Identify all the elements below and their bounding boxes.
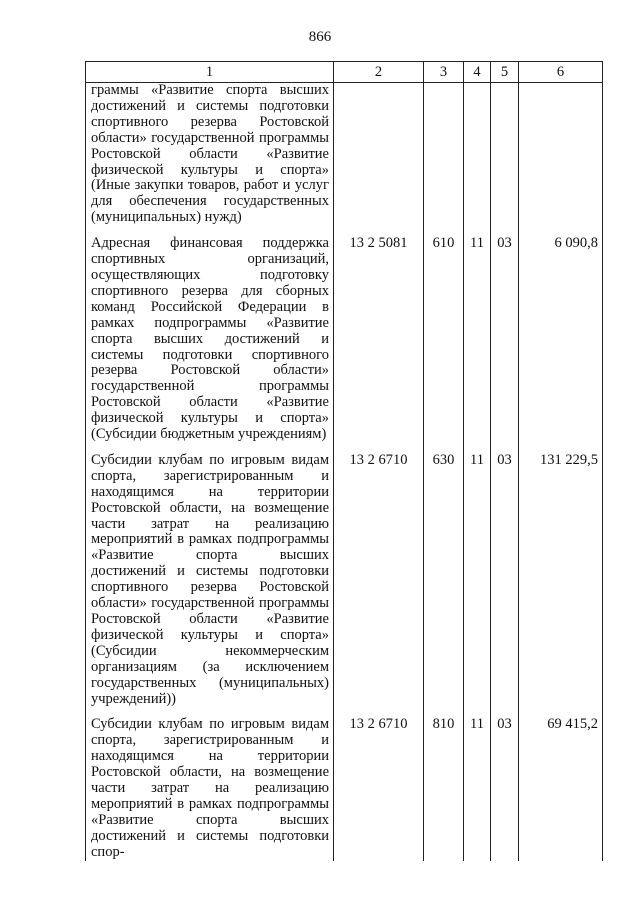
table-header-row bbox=[86, 62, 603, 83]
table-row bbox=[86, 717, 603, 860]
row-description: Субсидии клубам по игровым видам спорта, зарегистрированным и находящимся на территории Ростовской области, на возмещение части затрат на реализацию мероприятий в рамках подпрограммы «Развитие спорта высших достижений и системы подготовки спор- bbox=[86, 717, 334, 860]
row-expense-type: 610 bbox=[424, 236, 464, 443]
row-amount bbox=[519, 83, 603, 227]
row-expense-type: 810 bbox=[424, 717, 464, 860]
table-row bbox=[86, 453, 603, 708]
row-target-code: 13 2 5081 bbox=[334, 236, 424, 443]
row-target-code bbox=[334, 83, 424, 227]
column-header-1: 1 bbox=[86, 62, 334, 83]
row-section: 11 bbox=[464, 717, 491, 860]
budget-table bbox=[85, 61, 603, 861]
row-target-code: 13 2 6710 bbox=[334, 717, 424, 860]
row-section: 11 bbox=[464, 236, 491, 443]
column-header-4: 4 bbox=[464, 62, 491, 83]
table-row bbox=[86, 236, 603, 443]
column-header-6: 6 bbox=[519, 62, 603, 83]
row-amount: 131 229,5 bbox=[519, 453, 603, 708]
row-section bbox=[464, 83, 491, 227]
row-description: граммы «Развитие спорта высших достижений и системы подготовки спортивного резерва Ростовской области» государственной программы Ростовской области «Развитие физической культуры и спорта» (Иные закупки товаров, работ и услуг для обеспечения государственных (муниципальных) нужд) bbox=[86, 83, 334, 227]
page-number: 866 bbox=[308, 29, 332, 45]
row-description: Субсидии клубам по игровым видам спорта, зарегистрированным и находящимся на территории Ростовской области, на возмещение части затрат на реализацию мероприятий в рамках подпрограммы «Развитие спорта высших достижений и системы подготовки спортивного резерва Ростовской области» государственной программы Ростовской области «Развитие физической культуры и спорта» (Субсидии некоммерческим организациям (за исключением государственных (муниципальных) учреждений)) bbox=[86, 453, 334, 708]
row-amount: 69 415,2 bbox=[519, 717, 603, 860]
row-section: 11 bbox=[464, 453, 491, 708]
row-subsection: 03 bbox=[491, 236, 519, 443]
column-header-3: 3 bbox=[424, 62, 464, 83]
row-expense-type: 630 bbox=[424, 453, 464, 708]
row-target-code: 13 2 6710 bbox=[334, 453, 424, 708]
row-description: Адресная финансовая поддержка спортивных организаций, осуществляющих подготовку спортивного резерва для сборных команд Российской Федерации в рамках подпрограммы «Развитие спорта высших достижений и системы подготовки спортивного резерва Ростовской области» государственной программы Ростовской области «Развитие физической культуры и спорта» (Субсидии бюджетным учреждениям) bbox=[86, 236, 334, 443]
row-subsection bbox=[491, 83, 519, 227]
column-header-5: 5 bbox=[491, 62, 519, 83]
row-subsection: 03 bbox=[491, 717, 519, 860]
column-header-2: 2 bbox=[334, 62, 424, 83]
row-amount: 6 090,8 bbox=[519, 236, 603, 443]
row-expense-type bbox=[424, 83, 464, 227]
table-row bbox=[86, 83, 603, 227]
row-subsection: 03 bbox=[491, 453, 519, 708]
